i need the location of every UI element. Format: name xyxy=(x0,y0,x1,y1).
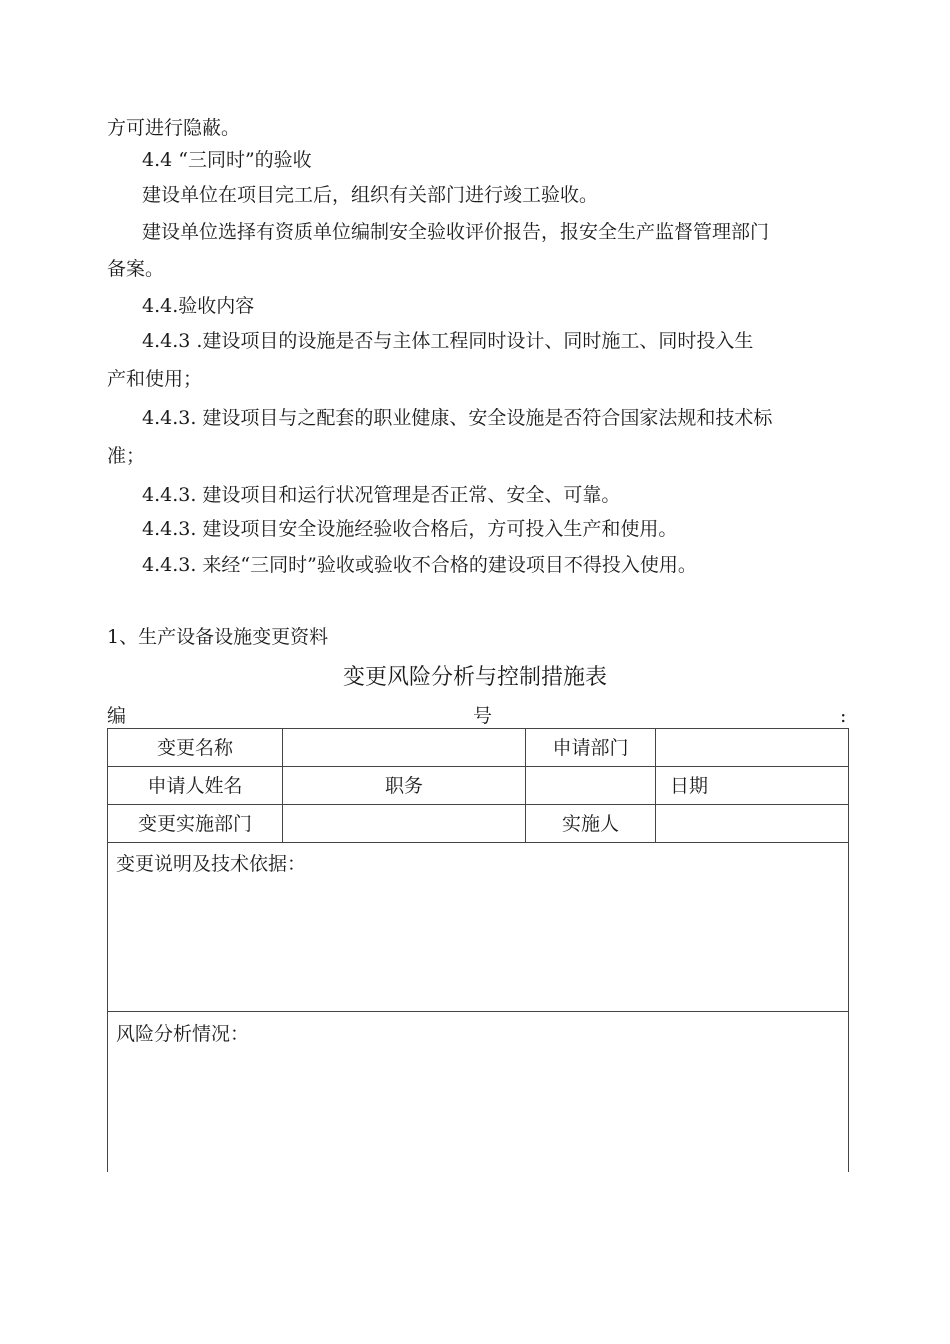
description-field[interactable]: 变更说明及技术依据： xyxy=(108,843,849,1012)
paragraph-8: 4.4.3. 建设项目和运行状况管理是否正常、安全、可靠。 xyxy=(142,484,621,506)
number-label-c: : xyxy=(840,705,847,727)
apply-dept-value[interactable] xyxy=(656,729,849,767)
paragraph-1: 方可进行隐蔽。 xyxy=(107,117,241,139)
paragraph-10: 4.4.3. 来经“三同时”验收或验收不合格的建设项目不得投入使用。 xyxy=(142,554,697,576)
position-value[interactable] xyxy=(526,767,656,805)
paragraph-6a: 4.4.3 .建设项目的设施是否与主体工程同时设计、同时施工、同时投入生 xyxy=(142,330,754,352)
risk-analysis-field[interactable]: 风险分析情况： xyxy=(108,1012,849,1173)
section-heading: 1、生产设备设施变更资料 xyxy=(107,626,329,648)
position-label: 职务 xyxy=(283,767,526,805)
heading-4-4: 4.4 “三同时”的验收 xyxy=(142,149,312,171)
impl-dept-label: 变更实施部门 xyxy=(108,805,283,843)
paragraph-4b: 备案。 xyxy=(107,258,165,280)
date-label: 日期 xyxy=(656,767,849,805)
paragraph-4a: 建设单位选择有资质单位编制安全验收评价报告，报安全生产监督管理部门 xyxy=(142,221,770,243)
form-row-risk xyxy=(108,1012,849,1173)
paragraph-3: 建设单位在项目完工后，组织有关部门进行竣工验收。 xyxy=(142,184,599,206)
form-row-3 xyxy=(108,805,849,843)
paragraph-7a: 4.4.3. 建设项目与之配套的职业健康、安全设施是否符合国家法规和技术标 xyxy=(142,407,773,429)
paragraph-5: 4.4.验收内容 xyxy=(142,295,255,317)
change-name-value[interactable] xyxy=(283,729,526,767)
impl-dept-value[interactable] xyxy=(283,805,526,843)
paragraph-9: 4.4.3. 建设项目安全设施经验收合格后，方可投入生产和使用。 xyxy=(142,518,678,540)
form-row-1 xyxy=(108,729,849,767)
change-name-label: 变更名称 xyxy=(108,729,283,767)
paragraph-7b: 准； xyxy=(107,445,146,467)
form-row-2 xyxy=(108,767,849,805)
applicant-name-label: 申请人姓名 xyxy=(108,767,283,805)
form-row-description xyxy=(108,843,849,1012)
number-label-a: 编 xyxy=(107,705,127,727)
implementer-label: 实施人 xyxy=(526,805,656,843)
number-label-b: 号 xyxy=(473,705,493,727)
implementer-value[interactable] xyxy=(656,805,849,843)
apply-dept-label: 申请部门 xyxy=(526,729,656,767)
change-risk-form xyxy=(107,728,849,1172)
form-title: 变更风险分析与控制措施表 xyxy=(342,665,607,690)
paragraph-6b: 产和使用； xyxy=(107,368,203,390)
